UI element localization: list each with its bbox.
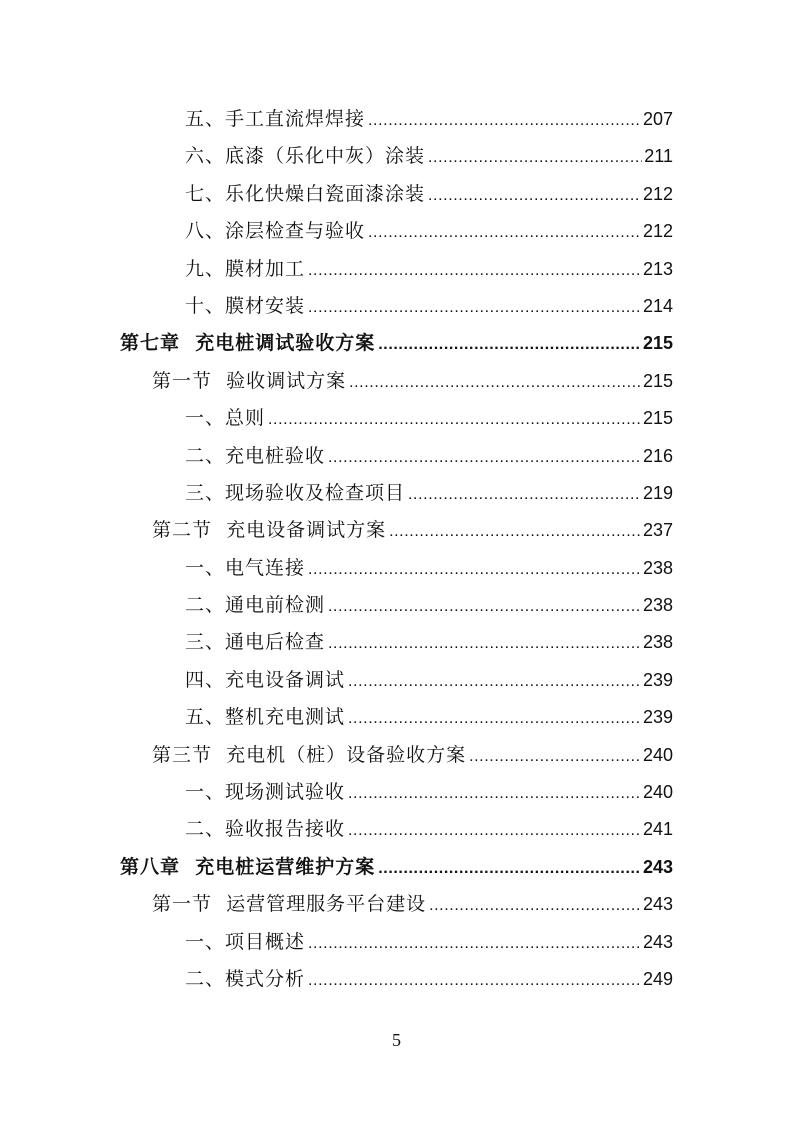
toc-entry-page: 214 xyxy=(642,295,673,316)
toc-entry-page: 238 xyxy=(642,557,673,578)
dot-leader xyxy=(348,775,641,812)
toc-entry-title: 八、涂层检查与验收 xyxy=(185,220,366,243)
toc-entry-title: 一、现场测试验收 xyxy=(185,781,346,804)
toc-entry-title: 七、乐化快燥白瓷面漆涂装 xyxy=(185,182,426,205)
dot-leader xyxy=(428,177,641,214)
toc-entry-page: 219 xyxy=(642,482,673,503)
toc-entry-title: 一、总则 xyxy=(185,407,266,430)
toc-entry-title: 三、通电后检查 xyxy=(185,631,326,654)
dot-leader xyxy=(348,663,641,700)
toc-entry[interactable] xyxy=(120,961,673,998)
dot-leader xyxy=(349,364,641,401)
toc-section[interactable] xyxy=(120,512,673,549)
toc-entry[interactable] xyxy=(120,699,673,736)
toc-entry-title: 九、膜材加工 xyxy=(185,257,306,280)
toc-entry-title: 十、膜材安装 xyxy=(185,294,306,317)
toc-entry[interactable] xyxy=(120,587,673,624)
dot-leader xyxy=(378,850,641,887)
toc-section-page: 243 xyxy=(642,894,673,915)
toc-entry-title: 四、充电设备调试 xyxy=(185,668,346,691)
dot-leader xyxy=(389,513,641,550)
toc-entry[interactable] xyxy=(120,176,673,213)
toc-entry-title: 三、现场验收及检查项目 xyxy=(185,481,406,504)
toc-chapter-page: 215 xyxy=(642,333,673,354)
table-of-contents xyxy=(120,101,673,998)
dot-leader xyxy=(378,326,641,363)
dot-leader xyxy=(308,252,641,289)
toc-section[interactable] xyxy=(120,886,673,923)
dot-leader xyxy=(348,812,641,849)
toc-entry-title: 一、电气连接 xyxy=(185,556,306,579)
toc-entry[interactable] xyxy=(120,101,673,138)
dot-leader xyxy=(348,700,641,737)
toc-entry-page: 213 xyxy=(642,258,673,279)
toc-section-page: 237 xyxy=(642,520,673,541)
toc-section-page: 240 xyxy=(642,744,673,765)
toc-entry-title: 一、项目概述 xyxy=(185,930,306,953)
toc-section-title: 第一节 验收调试方案 xyxy=(152,369,347,392)
toc-entry[interactable] xyxy=(120,475,673,512)
dot-leader xyxy=(268,401,641,438)
dot-leader xyxy=(408,476,641,513)
toc-entry-page: 241 xyxy=(642,819,673,840)
dot-leader xyxy=(308,289,641,326)
toc-chapter[interactable] xyxy=(120,325,673,362)
toc-chapter-title: 第八章 充电桩运营维护方案 xyxy=(120,855,376,878)
toc-entry-title: 二、验收报告接收 xyxy=(185,818,346,841)
toc-entry-title: 六、底漆（乐化中灰）涂装 xyxy=(185,145,426,168)
toc-entry-title: 二、充电桩验收 xyxy=(185,444,326,467)
toc-entry[interactable] xyxy=(120,924,673,961)
dot-leader xyxy=(428,139,642,176)
toc-entry-page: 238 xyxy=(642,632,673,653)
dot-leader xyxy=(328,439,641,476)
toc-section-title: 第三节 充电机（桩）设备验收方案 xyxy=(152,743,467,766)
dot-leader xyxy=(429,887,641,924)
toc-entry-page: 240 xyxy=(642,782,673,803)
toc-entry-page: 239 xyxy=(642,707,673,728)
dot-leader xyxy=(368,214,641,251)
dot-leader xyxy=(328,625,641,662)
toc-entry-page: 207 xyxy=(642,109,673,129)
toc-chapter-title: 第七章 充电桩调试验收方案 xyxy=(120,332,376,355)
toc-entry-title: 二、通电前检测 xyxy=(185,594,326,617)
toc-section[interactable] xyxy=(120,363,673,400)
dot-leader xyxy=(328,588,641,625)
toc-section[interactable] xyxy=(120,737,673,774)
toc-entry[interactable] xyxy=(120,811,673,848)
toc-section-page: 215 xyxy=(642,370,673,391)
toc-section-title: 第一节 运营管理服务平台建设 xyxy=(152,893,427,916)
toc-entry[interactable] xyxy=(120,213,673,250)
toc-entry[interactable] xyxy=(120,662,673,699)
toc-entry[interactable] xyxy=(120,438,673,475)
toc-entry-page: 212 xyxy=(642,221,673,242)
toc-entry-title: 五、手工直流焊焊接 xyxy=(185,108,366,130)
toc-chapter-page: 243 xyxy=(642,856,673,877)
toc-entry-page: 243 xyxy=(642,931,673,952)
toc-entry-page: 238 xyxy=(642,595,673,616)
dot-leader xyxy=(308,925,641,962)
dot-leader xyxy=(308,962,641,999)
dot-leader xyxy=(308,551,641,588)
toc-section-title: 第二节 充电设备调试方案 xyxy=(152,519,387,542)
toc-chapter[interactable] xyxy=(120,849,673,886)
dot-leader xyxy=(368,102,641,139)
toc-entry-page: 212 xyxy=(642,183,673,204)
page-number: 5 xyxy=(392,1030,401,1050)
toc-entry[interactable] xyxy=(120,138,673,175)
toc-entry-title: 二、模式分析 xyxy=(185,967,306,990)
toc-entry-title: 五、整机充电测试 xyxy=(185,706,346,729)
toc-entry-page: 239 xyxy=(642,669,673,690)
toc-entry[interactable] xyxy=(120,774,673,811)
toc-entry-page: 249 xyxy=(642,968,673,989)
toc-entry[interactable] xyxy=(120,550,673,587)
toc-entry-page: 216 xyxy=(642,445,673,466)
toc-entry[interactable] xyxy=(120,624,673,661)
toc-entry[interactable] xyxy=(120,251,673,288)
dot-leader xyxy=(469,738,641,775)
toc-entry-page: 211 xyxy=(644,146,673,167)
toc-entry[interactable] xyxy=(120,400,673,437)
toc-entry-page: 215 xyxy=(642,408,673,429)
toc-entry[interactable] xyxy=(120,288,673,325)
